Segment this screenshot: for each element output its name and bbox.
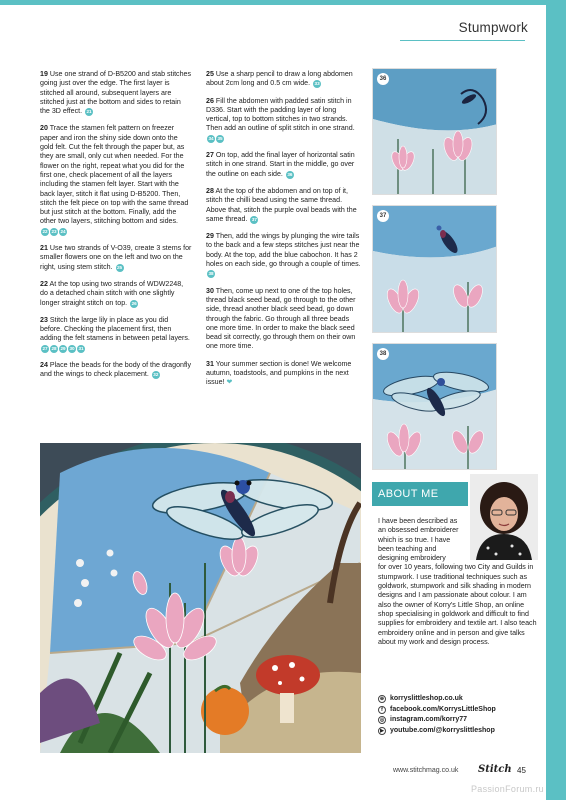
about-me-text [378, 517, 538, 647]
step-photo-37 [372, 205, 497, 333]
photo-ref-badge: 25 [116, 264, 123, 270]
photo-ref-group [206, 269, 215, 277]
step-text: At the top using two strands of WDW2248, do a detached chain stitch with one slightly longer straight stitch on top. [40, 279, 184, 307]
photo-ref-badge: 26 [131, 300, 137, 306]
photo-ref-badge: 38 [208, 271, 214, 277]
photo-ref-badge: 35 [217, 135, 223, 141]
step-text: Use two strands of V-O39, create 3 stems for smaller flowers one on the left and two on the right, using stem stitch. [40, 244, 192, 271]
footer-url[interactable]: www.stitchmag.co.uk [393, 767, 459, 774]
photo-ref-badge: 31 [78, 345, 84, 351]
photo-ref-group [206, 134, 224, 142]
step-text: Then, add the wings by plunging the wire tails to the back and a few steps stitches just near the body. At the top, add the blue cabochon. It has 2 holes on each side, go through a couple of times. [206, 232, 361, 269]
photo-ref-badge: 37 [251, 216, 257, 222]
title-rule [400, 40, 525, 41]
social-link-text: korryslittleshop.co.uk [390, 695, 463, 702]
about-body: for over 10 years, following two City and Guilds in stumpwork. I use traditional techniques such as goldwork, stumpwork and silk shading in modern designs and I am passionate about colour. I am also the owner of Korry's Little Shop, an online shop specialising in goldwork and difficult to find supplies for embroidery and textile art. I also teach embroidery online and in person and give talks about my work and design process. [378, 563, 537, 646]
step-number: 28 [206, 186, 214, 195]
instruction-step [40, 124, 192, 236]
photo-ref-group [84, 107, 93, 115]
step-number: 29 [206, 232, 214, 241]
globe-icon: ⊕ [379, 696, 385, 703]
photo-ref-group [40, 227, 67, 235]
photo-ref-badge: 23 [51, 228, 57, 234]
instruction-step [40, 316, 192, 353]
photo-ref-badge: 29 [60, 345, 66, 351]
instruction-step [206, 360, 361, 388]
step-photo-36-art [373, 69, 497, 195]
heart-icon: ❤ [224, 379, 233, 387]
instruction-step [206, 287, 361, 352]
photo-ref-badge: 33 [314, 81, 320, 87]
step-text: Use one strand of D-B5200 and stab stitches going just over the edge. The first layer is stitched all around, subsequent layers are stitched just at the bottom and sides to retain the 3D effect. [40, 70, 192, 116]
page-number: 45 [517, 766, 526, 775]
watermark: PassionForum.ru [470, 784, 544, 794]
photo-ref-group [285, 170, 294, 178]
step-text: Then, come up next to one of the top holes, thread black seed bead, go through to the other side, thread another black seed bead, go down through the fabric. Go through all three beads one more time. In order to make the black seed bead sit correctly, go through them on their own one more time. [206, 286, 356, 351]
about-me-heading: ABOUT ME [372, 482, 468, 506]
step-text: At the top of the abdomen and on top of it, stitch the chilli bead using the same thread. Above that, stitch the purple oval beads with the same thread. [206, 186, 357, 223]
step-number: 26 [206, 96, 214, 105]
step-number: 19 [40, 70, 48, 78]
instruction-step [206, 97, 361, 143]
step-number: 23 [40, 315, 48, 324]
photo-ref-group [151, 370, 160, 378]
step-text: On top, add the final layer of horizontal satin stitch in one strand. Start in the middle, go over the outline on each side. [206, 151, 355, 178]
social-link-facebook[interactable] [378, 705, 496, 716]
step-text: Use a sharp pencil to draw a long abdomen about 2cm long and 0.5 cm wide. [206, 70, 353, 88]
photo-ref-badge: 30 [69, 345, 75, 351]
photo-ref-group [115, 263, 124, 271]
top-accent-bar [0, 0, 546, 5]
photo-ref-badge: 36 [287, 171, 293, 177]
step-text: Stitch the large lily in place as you did before. Checking the placement first, then adding the felt stamens in between petal layers. [40, 315, 190, 343]
facebook-icon: f [378, 706, 386, 714]
step-text: Place the beads for the body of the dragonfly and the wings to check placement. [40, 361, 192, 379]
step-number: 21 [40, 244, 48, 253]
social-link-text: instagram.com/korry77 [390, 716, 468, 723]
finished-embroidery-photo [40, 443, 361, 753]
photo-ref-badge: 32 [153, 372, 159, 378]
social-links [378, 694, 496, 736]
instruction-step [206, 187, 361, 224]
instruction-step [40, 361, 192, 380]
instructions-column-2 [206, 70, 361, 396]
step-text: Trace the stamen felt pattern on freezer paper and iron the shiny side down onto the gold felt. Cut the felt through the paper but, as they are small, only cut when needed. For the flower on the right, repeat what you did for the first one, check placement of all the layers including the stamen felt layer. Start with the back layer, stitch it flat using D-B5200. Then, stitch the felt piece on top with the same thread but just stitch at the bottom. Finally, add the other two layers, stitching bottom and sides. [40, 124, 189, 226]
photo-ref-badge: 27 [42, 345, 48, 351]
side-accent-bar [546, 0, 566, 800]
photo-ref-group [129, 299, 138, 307]
step-photo-36 [372, 68, 497, 195]
instructions-column-1 [40, 70, 192, 388]
youtube-icon: ▶ [378, 727, 386, 735]
step-number: 27 [206, 151, 214, 160]
finished-embroidery-art [40, 443, 361, 753]
instruction-step [40, 280, 192, 308]
step-photo-37-art [373, 206, 497, 333]
instruction-step [206, 232, 361, 278]
instruction-step [206, 70, 361, 89]
step-number: 24 [40, 361, 48, 370]
step-number: 20 [40, 124, 48, 133]
footer-brand: Stitch [478, 764, 512, 775]
photo-ref-badge: 21 [86, 109, 92, 115]
step-number-badge: 38 [377, 348, 389, 360]
step-number: 25 [206, 70, 214, 78]
section-title: Stumpwork [458, 20, 528, 35]
step-number: 22 [40, 279, 48, 288]
photo-ref-group [249, 215, 258, 223]
social-link-instagram[interactable] [378, 715, 496, 726]
photo-ref-group [40, 344, 85, 352]
instruction-step [40, 244, 192, 272]
step-number: 30 [206, 286, 214, 295]
step-photo-38 [372, 343, 497, 470]
step-photo-38-art [373, 344, 497, 470]
social-link-youtube[interactable] [378, 726, 496, 737]
step-number: 31 [206, 359, 214, 368]
photo-ref-badge: 24 [60, 228, 66, 234]
instagram-icon: ◎ [379, 717, 385, 724]
social-link-text: youtube.com/@korryslittleshop [390, 726, 495, 734]
photo-ref-badge: 28 [51, 345, 57, 351]
about-intro: I have been described as an obsessed embroiderer which is so true. I have been teaching and designing embroidery [378, 517, 459, 563]
photo-ref-badge: 34 [208, 135, 214, 141]
instruction-step [40, 70, 192, 116]
step-text: Fill the abdomen with padded satin stitch in D336. Start with the padding layer of long vertical, top to bottom stitches in two strands. Then add an outline of split stitch in one strand. [206, 96, 355, 133]
photo-ref-group [312, 79, 321, 87]
step-number-badge: 36 [377, 73, 389, 85]
social-link-text: facebook.com/KorrysLittleShop [390, 705, 496, 713]
instruction-step [206, 151, 361, 179]
photo-ref-badge: 22 [42, 228, 48, 234]
step-number-badge: 37 [377, 210, 389, 222]
social-link-website[interactable] [378, 694, 496, 705]
step-text: Your summer section is done! We welcome autumn, toadstools, and pumpkins in the next issue! [206, 359, 352, 387]
